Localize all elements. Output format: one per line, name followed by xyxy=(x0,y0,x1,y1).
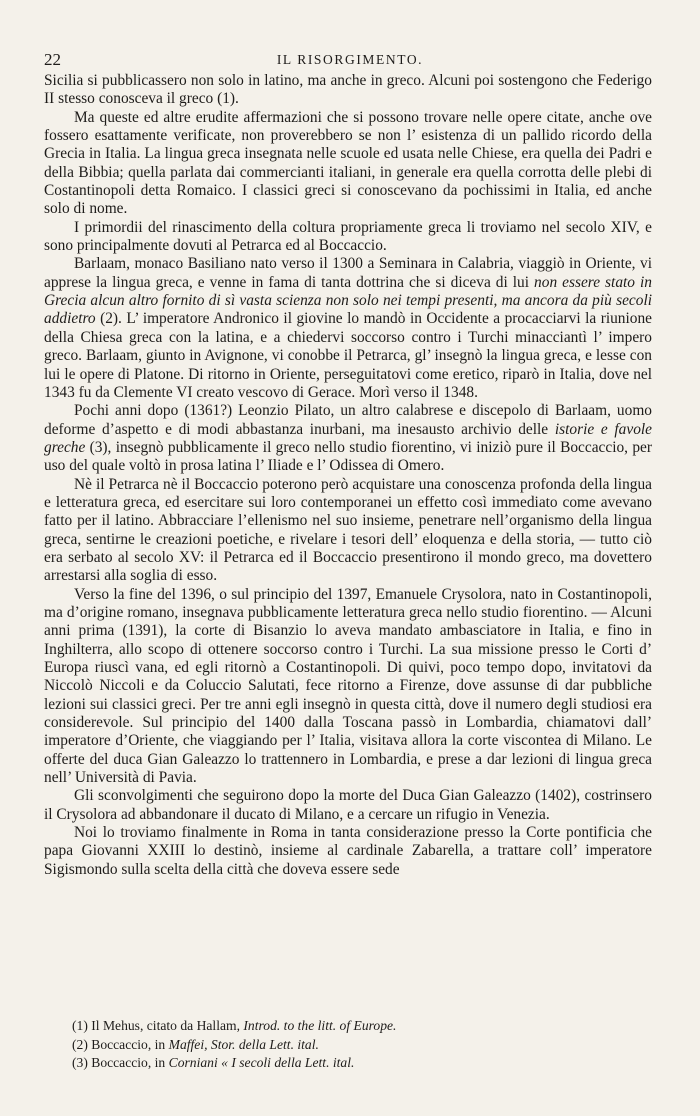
italic-text: Introd. to the litt. of Europe. xyxy=(243,1018,397,1033)
text-run: (3) Boccaccio, in xyxy=(72,1055,169,1071)
page-number: 22 xyxy=(44,50,61,69)
text-run: Pochi anni dopo (1361?) Leonzio Pilato, un altro calabrese e discepolo di Barlaam, uomo deforme d’aspetto e di modi abbastanza inurbani, ma inesausto archivio delle xyxy=(44,402,652,438)
italic-text: Maffei, Stor. della Lett. ital. xyxy=(168,1036,319,1052)
text-run: Gli sconvolgimenti che seguirono dopo la morte del Duca Gian Galeazzo (1402), costrinsero il Crysolora ad abbandonare il ducato di Milano, e a cercare un rifugio in Venezia. xyxy=(44,787,652,823)
text-run: Verso la fine del 1396, o sul principio del 1397, Emanuele Crysolora, nato in Costantinopoli, ma d’origine romano, insegnava pubblicamente letteratura greca nello studio fiorentino. — Alcuni anni prima (1391), la corte di Bisanzio lo aveva mandato ambasciatore in Italia, e fino in Inghilterra, allo scopo di ottenere soccorso contro i Turchi. La sua missione presso le Corti d’ Europa riuscì vana, ed egli ritornò a Costantinopoli. Di quivi, poco tempo dopo, invitatovi da Niccolò Niccoli e da Coluccio Salutati, fece ritorno a Firenze, dove assunse di dar pubbliche lezioni sui classici greci. Per tre anni egli insegnò in questa città, dove il numero degli studiosi era considerevole. Sul principio del 1400 dalla Toscana passò in Lombardia, chiamatovi dall’ imperatore d’Oriente, che viaggiando per l’ Italia, visitava allora la corte viscontea di Milano. Le offerte del duca Gian Galeazzo lo trattennero in Lombardia, e prese a dar lezioni di lingua greca nell’ Università di Pavia. xyxy=(44,585,652,787)
footnote xyxy=(72,1017,652,1036)
paragraph xyxy=(44,824,652,879)
text-run: Nè il Petrarca nè il Boccaccio poterono però acquistare una conoscenza profonda della lingua e letteratura greca, ed esercitare sui loro contemporanei un effetto così immediato come avevano fatto per il latino. Abbracciare l’ellenismo nel suo insieme, penetrare nell’organismo della lingua greca, sentirne le creazioni poetiche, e rivelare i tesori dell’ eloquenza e della storia, — tutto ciò era serbato al secolo XV: il Petrarca ed il Boccaccio presentirono il mondo greco, ma dovettero arrestarsi alla soglia di esso. xyxy=(44,475,652,585)
text-run: (2). L’ imperatore Andronico il giovine lo mandò in Occidente a procacciarvi la riunione della Chiesa greca con la latina, e a chiedervi soccorso contro i Turchi minacciantì l’ impero greco. Barlaam, giunto in Avignone, vi conobbe il Petrarca, gl’ insegnò la lingua greca, e lesse con lui le opere di Platone. Di ritorno in Oriente, perseguitatovi come eretico, riparò in Italia, dove nel 1343 fu da Clemente VI creato vescovo di Gerace. Morì verso il 1348. xyxy=(44,310,652,401)
paragraph xyxy=(44,255,652,402)
italic-text: istorie e favole greche xyxy=(44,420,653,456)
page-header xyxy=(44,50,656,70)
paragraph xyxy=(44,109,652,219)
paragraph xyxy=(44,402,652,475)
paragraph xyxy=(44,476,652,586)
footnotes xyxy=(72,1017,652,1073)
paragraph xyxy=(44,72,652,109)
text-run: Ma queste ed altre erudite affermazioni che si possono trovare nelle opere citate, anche ove fossero esattamente verificate, non proverebbero se non l’ esistenza di un pallido ricordo della Grecia in Italia. La lingua greca insegnata nelle scuole ed usata nelle Chiese, era quella dei Padri e della Bibbia; quella parlata dai commercianti italiani, in generale era quella corrotta delle plebi di Costantinopoli detta Romaico. I classici greci si conoscevano da pochissimi in Italia, ed anche solo di nome. xyxy=(44,108,652,218)
text-run: I primordii del rinascimento della coltura propriamente greca li troviamo nel secolo XIV, e sono principalmente dovuti al Petrarca ed al Boccaccio. xyxy=(44,218,652,255)
text-run: Barlaam, monaco Basiliano nato verso il 1300 a Seminara in Calabria, viaggiò in Oriente, vi apprese la lingua greca, e venne in fama di tanta dottrina che si diceva di lui xyxy=(44,255,652,291)
paragraph xyxy=(44,219,652,256)
text-run: Sicilia si pubblicassero non solo in latino, ma anche in greco. Alcuni poi sostengono che Federigo II stesso conosceva il greco (1). xyxy=(44,72,652,108)
text-run: Noi lo troviamo finalmente in Roma in tanta considerazione presso la Corte pontificia che papa Giovanni XXIII lo destinò, insieme al cardinale Zabarella, a trattare coll’ imperatore Sigismondo sulla scelta della città che doveva essere sede xyxy=(44,824,652,878)
italic-text: non essere stato in Grecia alcun altro fornito di sì vasta scienza non solo nei tempi presenti, ma ancora da più secoli addietro xyxy=(44,273,652,328)
text-run: (2) Boccaccio, in xyxy=(72,1036,169,1052)
body-text xyxy=(44,72,652,879)
text-run: (1) Il Mehus, citato da Hallam, xyxy=(72,1018,244,1033)
footnote xyxy=(72,1054,652,1073)
footnote xyxy=(72,1036,652,1055)
paragraph xyxy=(44,787,652,824)
running-title: IL RISORGIMENTO. xyxy=(276,52,424,67)
italic-text: Corniani « I secoli della Lett. ital. xyxy=(168,1055,355,1071)
paragraph xyxy=(44,586,652,788)
text-run: (3), insegnò pubblicamente il greco nello studio fiorentino, vi iniziò pure il Boccaccio, per uso del quale voltò in prosa latina l’ Iliade e l’ Odissea di Omero. xyxy=(44,438,652,475)
